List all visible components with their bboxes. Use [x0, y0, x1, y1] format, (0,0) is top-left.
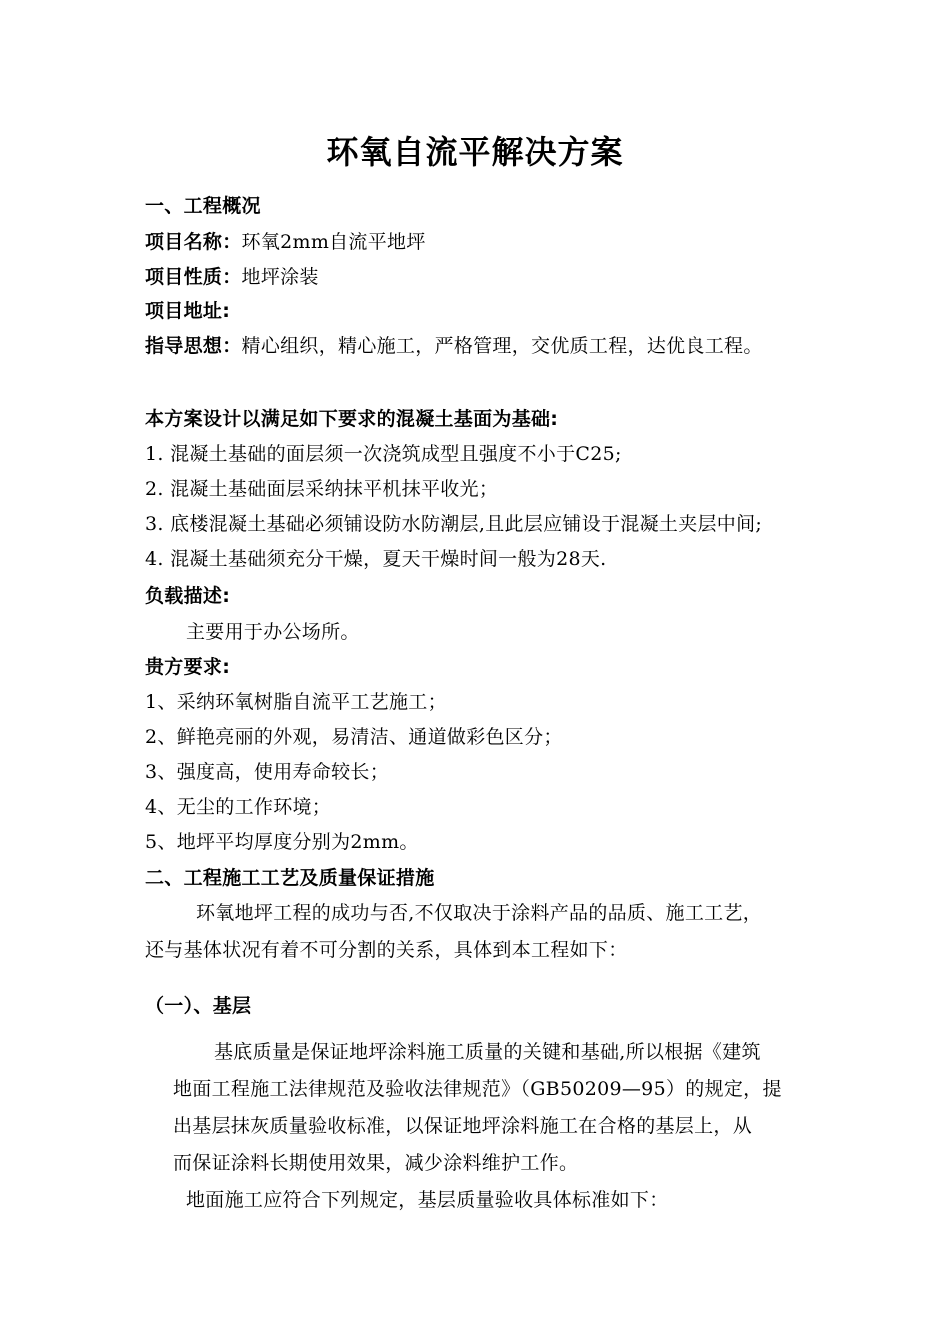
process-paragraph-line: 还与基体状况有着不可分割的关系，具体到本工程如下：: [145, 939, 628, 961]
process-paragraph-line: 环氧地坪工程的成功与否,不仅取决于涂料产品的品质、施工工艺，: [196, 902, 763, 924]
project-nature-line: [145, 265, 319, 289]
load-text: 主要用于办公场所。: [186, 621, 360, 643]
project-address-label: 项目地址:: [145, 300, 231, 322]
requirements-heading: 贵方要求:: [145, 656, 231, 678]
subsection-heading-base: （一）、基层: [145, 995, 252, 1017]
section-heading-overview: 一、工程概况: [145, 195, 261, 217]
requirement-item: 1、采纳环氧树脂自流平工艺施工；: [145, 691, 447, 713]
project-nature-value: 地坪涂装: [241, 266, 319, 288]
section-heading-process: 二、工程施工工艺及质量保证措施: [145, 867, 435, 889]
requirement-item: 5、地坪平均厚度分别为2mm。: [145, 831, 419, 853]
basis-item: 1. 混凝土基础的面层须一次浇筑成型且强度不小于C25;: [145, 443, 622, 465]
base-paragraph-line: 地面工程施工法律规范及验收法律规范》（GB50209—95）的规定，提: [173, 1078, 782, 1100]
basis-item: 2. 混凝土基础面层采纳抹平机抹平收光；: [145, 478, 499, 500]
guideline-line: [145, 334, 763, 358]
project-nature-label: 项目性质：: [145, 266, 242, 288]
project-name-line: [145, 230, 426, 254]
project-name-value: 环氧2mm自流平地坪: [241, 231, 426, 253]
base-paragraph-line: 而保证涂料长期使用效果，减少涂料维护工作。: [173, 1152, 579, 1174]
project-name-label: 项目名称：: [145, 231, 242, 253]
requirement-item: 4、无尘的工作环境；: [145, 796, 332, 818]
load-heading: 负载描述:: [145, 585, 231, 607]
base-paragraph-line: 出基层抹灰质量验收标准，以保证地坪涂料施工在合格的基层上，从: [173, 1115, 753, 1137]
guideline-label: 指导思想：: [145, 335, 242, 357]
base-paragraph-line: 基底质量是保证地坪涂料施工质量的关键和基础,所以根据《建筑: [214, 1041, 761, 1063]
basis-heading: 本方案设计以满足如下要求的混凝土基面为基础:: [145, 408, 559, 430]
requirement-item: 3、强度高，使用寿命较长；: [145, 761, 389, 783]
guideline-value: 精心组织，精心施工，严格管理，交优质工程，达优良工程。: [241, 335, 763, 357]
basis-item: 3. 底楼混凝土基础必须铺设防水防潮层,且此层应铺设于混凝土夹层中间;: [145, 513, 763, 535]
document-title: 环氧自流平解决方案: [326, 133, 624, 171]
requirement-item: 2、鲜艳亮丽的外观，易清洁、通道做彩色区分；: [145, 726, 563, 748]
basis-item: 4. 混凝土基础须充分干燥，夏天干燥时间一般为28天.: [145, 548, 607, 570]
base-standard-line: 地面施工应符合下列规定，基层质量验收具体标准如下：: [186, 1189, 669, 1211]
